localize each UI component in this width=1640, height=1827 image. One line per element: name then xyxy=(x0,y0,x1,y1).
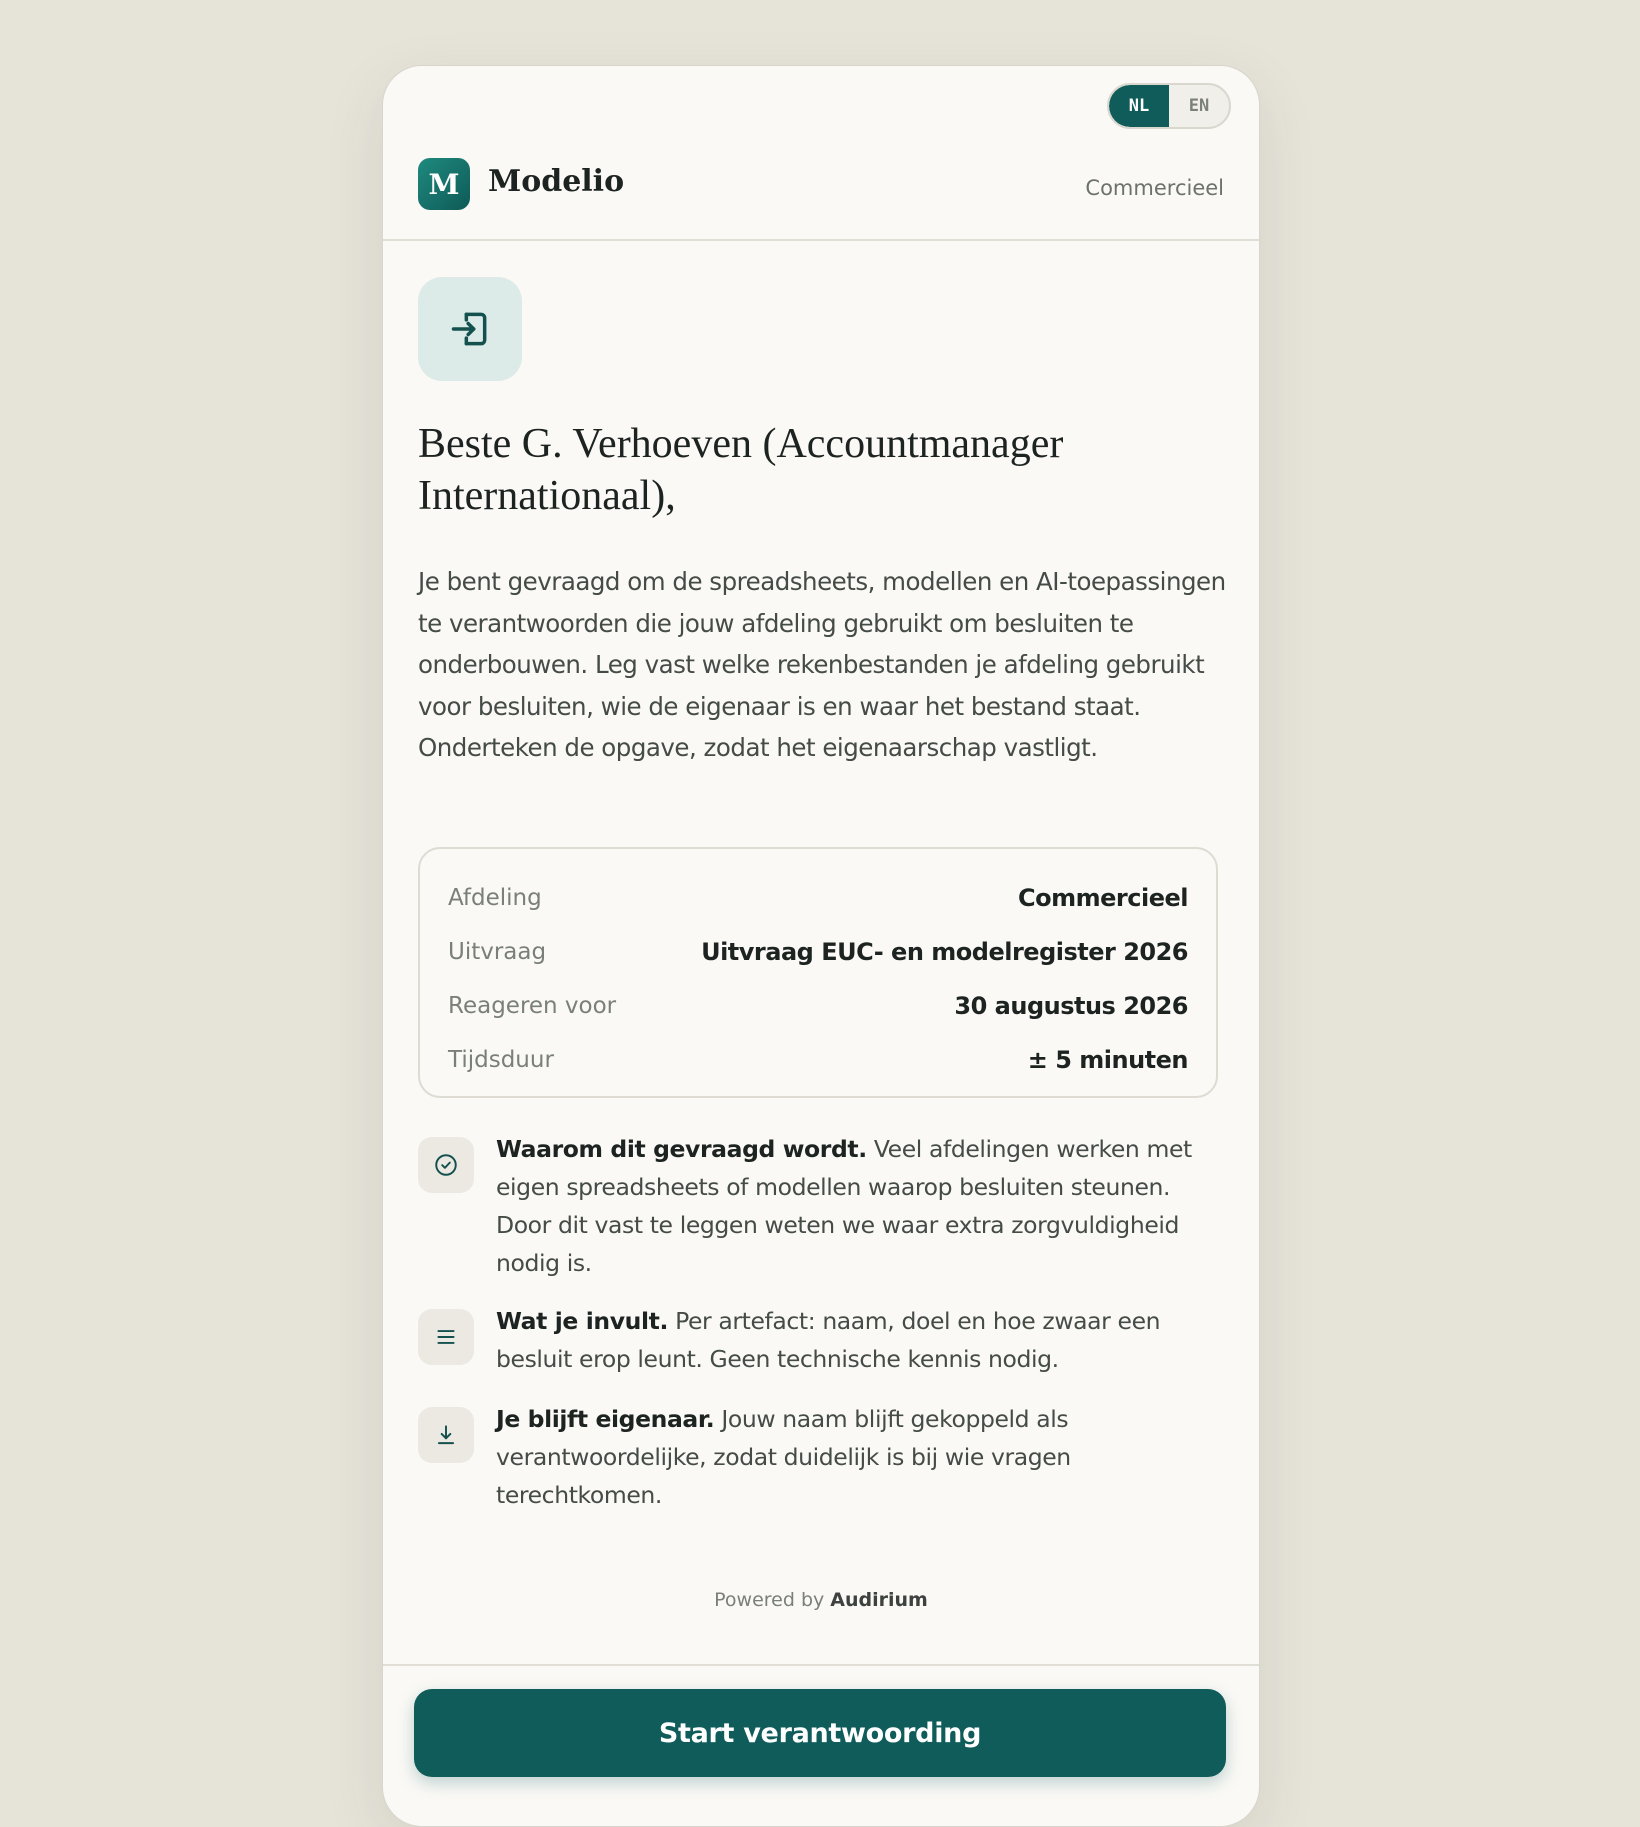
start-button[interactable]: Start verantwoording xyxy=(414,1689,1226,1777)
header-divider xyxy=(383,239,1259,241)
brand-name: Modelio xyxy=(488,164,625,199)
feature-text xyxy=(496,1130,1218,1282)
detail-row xyxy=(448,871,1188,925)
feature-text xyxy=(496,1400,1218,1514)
powered-by-prefix: Powered by xyxy=(714,1589,825,1611)
detail-row xyxy=(448,979,1188,1033)
invitation-card xyxy=(382,65,1260,1827)
powered-by xyxy=(383,1589,1259,1611)
intro-paragraph: Je bent gevraagd om de spreadsheets, modellen en AI-toepassingen te verantwoorden die jouw afdeling gebruikt om besluiten te onderbouwen. Leg vast welke rekenbestanden je afdeling gebruikt voor besluiten, wie de eigenaar is en waar het bestand staat. Onderteken de opgave, zodat het eigenaarschap vastligt. xyxy=(418,567,1226,762)
detail-label: Tijdsduur xyxy=(448,1047,554,1073)
detail-label: Afdeling xyxy=(448,885,542,911)
check-circle-icon xyxy=(418,1137,474,1193)
detail-value: Uitvraag EUC- en modelregister 2026 xyxy=(701,938,1188,966)
feature-description: Jouw naam blijft gekoppeld als verantwoordelijke, zodat duidelijk is bij wie vragen terechtkomen. xyxy=(496,1405,1071,1509)
feature-text xyxy=(496,1302,1218,1378)
detail-label: Reageren voor xyxy=(448,993,617,1019)
header-department: Commercieel xyxy=(1085,176,1224,200)
feature-title: Waarom dit gevraagd wordt. xyxy=(496,1135,867,1163)
download-icon xyxy=(418,1407,474,1463)
feature-description: Veel afdelingen werken met eigen spreadsheets of modellen waarop besluiten steunen. Door dit vast te leggen weten we waar extra zorgvuldigheid nodig is. xyxy=(496,1135,1192,1277)
detail-row xyxy=(448,925,1188,979)
feature-title: Je blijft eigenaar. xyxy=(496,1405,715,1433)
language-toggle xyxy=(1107,83,1231,129)
feature-description: Per artefact: naam, doel en hoe zwaar een besluit erop leunt. Geen technische kennis nodig. xyxy=(496,1307,1161,1373)
detail-row xyxy=(448,1033,1188,1087)
detail-value: 30 augustus 2026 xyxy=(954,992,1188,1020)
feature-title: Wat je invult. xyxy=(496,1307,668,1335)
language-option-en[interactable]: EN xyxy=(1188,96,1210,116)
language-option-nl[interactable]: NL xyxy=(1109,85,1169,127)
login-icon xyxy=(418,277,522,381)
detail-label: Uitvraag xyxy=(448,939,547,965)
powered-by-brand: Audirium xyxy=(830,1589,928,1611)
brand-logo: M xyxy=(418,158,470,210)
footer-divider xyxy=(383,1664,1259,1666)
greeting-heading: Beste G. Verhoeven (Accountmanager Internationaal), xyxy=(418,421,1064,519)
detail-value: ± 5 minuten xyxy=(1027,1046,1188,1074)
list-icon xyxy=(418,1309,474,1365)
header xyxy=(418,158,1224,214)
detail-value: Commercieel xyxy=(1018,884,1188,912)
details-box xyxy=(418,847,1218,1098)
